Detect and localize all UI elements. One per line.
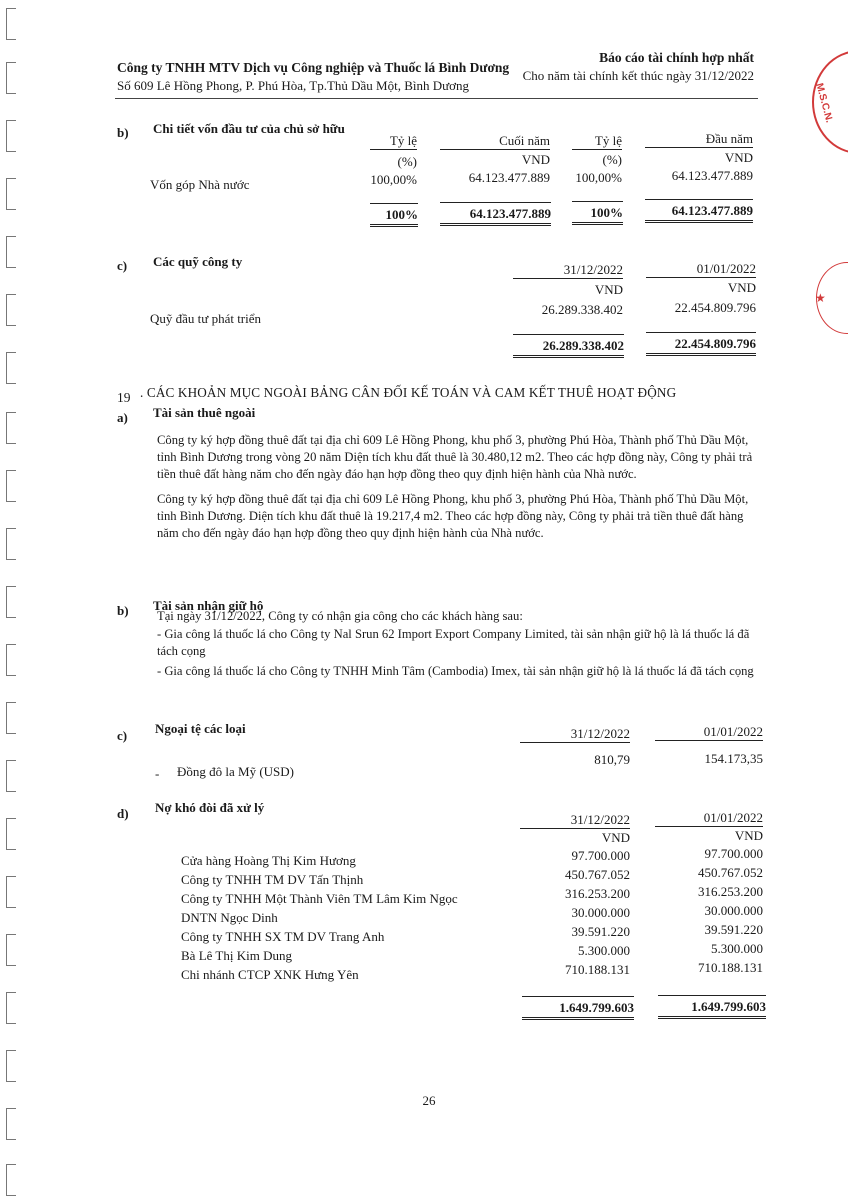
baddebt-value: 30.000.000: [704, 903, 763, 918]
baddebt-unit: VND: [601, 830, 630, 845]
capital-col-end-year: Cuối năm: [440, 133, 550, 150]
subsection-marker-c: c): [117, 728, 128, 743]
subsection-marker-d: d): [117, 806, 129, 821]
capital-col-begin-year: Đầu năm: [645, 131, 753, 148]
subsection-title-custody: Tài sản nhận giữ hộ: [153, 598, 264, 613]
capital-unit: (%): [602, 152, 622, 167]
baddebt-value: 450.767.052: [698, 865, 763, 880]
currency-col-end: 31/12/2022: [520, 726, 630, 743]
company-stamp: [812, 50, 848, 154]
funds-value: 22.454.809.796: [674, 300, 756, 315]
capital-value: 64.123.477.889: [671, 168, 753, 183]
subsection-title-leased: Tài sản thuê ngoài: [153, 405, 256, 420]
capital-row-label: Vốn góp Nhà nước: [150, 177, 250, 192]
baddebt-value: 450.767.052: [565, 867, 630, 882]
baddebt-col-begin: 01/01/2022: [655, 810, 763, 827]
baddebt-value: 97.700.000: [571, 848, 630, 863]
currency-col-begin: 01/01/2022: [655, 724, 763, 741]
stamp-star-icon: ★: [815, 291, 826, 305]
section-title-capital: Chi tiết vốn đầu tư của chủ sở hữu: [153, 121, 345, 136]
subsection-marker-b: b): [117, 603, 129, 618]
baddebt-value: 39.591.220: [571, 924, 630, 939]
baddebt-unit: VND: [734, 828, 763, 843]
funds-col-end: 31/12/2022: [513, 262, 623, 279]
baddebt-value: 710.188.131: [565, 962, 630, 977]
custody-item: - Gia công lá thuốc lá cho Công ty TNHH Minh Tâm (Cambodia) Imex, tài sản nhận giữ hộ là lá thuốc lá đã tách cọng: [157, 664, 754, 678]
funds-value: 26.289.338.402: [541, 302, 623, 317]
subsection-title-bad-debt: Nợ khó đòi đã xử lý: [155, 800, 265, 815]
capital-value: 100,00%: [575, 170, 622, 185]
baddebt-total: 1.649.799.603: [522, 996, 634, 1020]
baddebt-row-label: Công ty TNHH TM DV Tấn Thịnh: [181, 872, 364, 887]
custody-item: - Gia công lá thuốc lá cho Công ty Nal Srun 62 Import Export Company Limited, tài sản nhận giữ hộ là lá thuốc lá đã tách cọng: [157, 627, 750, 658]
leased-paragraph: Công ty ký hợp đồng thuê đất tại địa chỉ 609 Lê Hồng Phong, khu phố 3, phường Phú Hòa, Thành phố Thủ Dầu Một, tỉnh Bình Dương trong vòng 20 năm Diện tích khu đất thuê là 30.480,12 m2. Theo các hợp đồng này, Công ty phải trả tiền thuê đất hàng năm cho đến ngày đáo hạn hợp đồng theo quy định hiện hành của Nhà nước.: [157, 433, 753, 481]
funds-unit: VND: [727, 280, 756, 295]
capital-col-ratio-end: Tỷ lệ: [370, 133, 417, 150]
capital-total: 64.123.477.889: [645, 199, 753, 223]
currency-value: 154.173,35: [704, 751, 763, 766]
company-name: Công ty TNHH MTV Dịch vụ Công nghiệp và Thuốc lá Bình Dương: [117, 60, 510, 75]
baddebt-col-end: 31/12/2022: [520, 812, 630, 829]
capital-total: 64.123.477.889: [440, 202, 551, 226]
subsection-title-currency: Ngoại tệ các loại: [155, 721, 246, 736]
subsection-marker-a: a): [117, 410, 128, 425]
report-title: Báo cáo tài chính hợp nhất: [599, 50, 754, 65]
capital-unit: (%): [397, 154, 417, 169]
capital-value: 64.123.477.889: [468, 170, 550, 185]
header-divider: [115, 98, 758, 99]
baddebt-row-label: DNTN Ngọc Dinh: [181, 910, 278, 925]
baddebt-value: 316.253.200: [565, 886, 630, 901]
capital-col-ratio-begin: Tỷ lệ: [572, 133, 622, 150]
baddebt-value: 710.188.131: [698, 960, 763, 975]
baddebt-value: 30.000.000: [571, 905, 630, 920]
section-number: 19: [117, 390, 131, 405]
baddebt-row-label: Công ty TNHH Một Thành Viên TM Lâm Kim Ngọc: [181, 891, 458, 906]
section-title-off-balance: . CÁC KHOẢN MỤC NGOÀI BẢNG CÂN ĐỐI KẾ TOÁN VÀ CAM KẾT THUÊ HOẠT ĐỘNG: [140, 385, 677, 400]
baddebt-value: 39.591.220: [704, 922, 763, 937]
baddebt-row-label: Bà Lê Thị Kim Dung: [181, 948, 292, 963]
currency-row-dash: -: [155, 766, 160, 781]
funds-row-label: Quỹ đầu tư phát triển: [150, 311, 262, 326]
stamp-text: M.S.C.N.: [813, 82, 835, 125]
capital-unit: VND: [521, 152, 550, 167]
leased-paragraph: Công ty ký hợp đồng thuê đất tại địa chỉ 609 Lê Hồng Phong, khu phố 3, phường Phú Hòa, Thành phố Thủ Dầu Một, tỉnh Bình Dương. Diện tích khu đất thuê là 19.217,4 m2. Theo các hợp đồng này, Công ty phải trả tiền thuê đất hàng năm cho đến ngày đáo hạn hợp đồng theo quy định hiện hành của Nhà nước.: [157, 492, 749, 540]
page-number: 26: [422, 1093, 436, 1108]
baddebt-value: 316.253.200: [698, 884, 763, 899]
company-address: Số 609 Lê Hồng Phong, P. Phú Hòa, Tp.Thủ Dầu Một, Bình Dương: [117, 78, 470, 93]
section-marker-c: c): [117, 258, 128, 273]
report-period: Cho năm tài chính kết thúc ngày 31/12/2022: [522, 68, 754, 83]
capital-total: 100%: [572, 201, 623, 225]
baddebt-total: 1.649.799.603: [658, 995, 766, 1019]
section-marker-b: b): [117, 125, 129, 140]
baddebt-row-label: Cửa hàng Hoàng Thị Kim Hương: [181, 853, 356, 868]
currency-row-label: Đồng đô la Mỹ (USD): [177, 764, 294, 779]
baddebt-value: 5.300.000: [711, 941, 763, 956]
funds-unit: VND: [594, 282, 623, 297]
custody-intro: Tại ngày 31/12/2022, Công ty có nhận gia công cho các khách hàng sau:: [157, 609, 523, 623]
baddebt-value: 97.700.000: [704, 846, 763, 861]
capital-total: 100%: [370, 203, 418, 227]
funds-total: 22.454.809.796: [646, 332, 756, 356]
capital-value: 100,00%: [370, 172, 417, 187]
baddebt-row-label: Chi nhánh CTCP XNK Hưng Yên: [181, 967, 359, 982]
section-title-funds: Các quỹ công ty: [153, 254, 243, 269]
baddebt-value: 5.300.000: [578, 943, 630, 958]
funds-total: 26.289.338.402: [513, 334, 624, 358]
stamp-fragment: [816, 262, 848, 334]
baddebt-row-label: Công ty TNHH SX TM DV Trang Anh: [181, 929, 385, 944]
capital-unit: VND: [724, 150, 753, 165]
currency-value: 810,79: [594, 752, 630, 767]
funds-col-begin: 01/01/2022: [646, 261, 756, 278]
